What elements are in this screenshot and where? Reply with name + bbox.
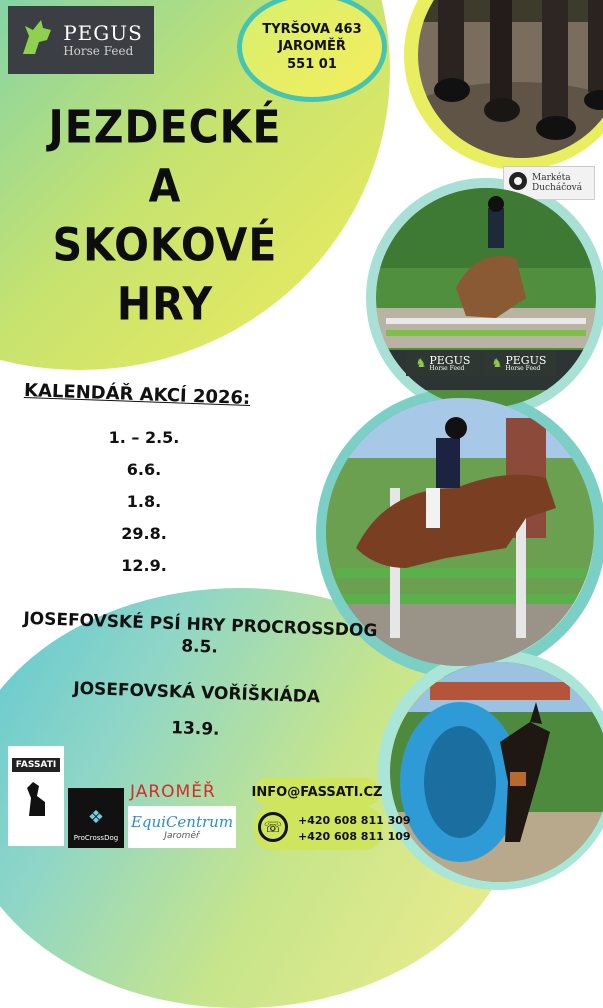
brand-name: PEGUS	[63, 21, 143, 45]
photographer-name-1: Markéta	[532, 173, 571, 183]
address-street: TYRŠOVA 463	[262, 21, 362, 37]
calendar-heading: KALENDÁŘ AKCÍ 2026:	[23, 380, 251, 409]
fassati-logo	[8, 746, 64, 846]
dog-event-1-date: 8.5.	[180, 636, 219, 658]
pegus-logo	[8, 6, 154, 74]
title-line-1: JEZDECKÉ	[48, 100, 282, 154]
email-link[interactable]: INFO@FASSATI.CZ	[254, 778, 380, 806]
banner-sub: Horse Feed	[429, 364, 465, 372]
fassati-label: FASSATI	[12, 758, 60, 772]
phone-number-1[interactable]: +420 608 811 309	[298, 814, 411, 827]
event-title	[0, 98, 330, 334]
phone-icon: ☏	[258, 812, 288, 842]
calendar-date: 1.8.	[126, 492, 162, 511]
banner-sub: Horse Feed	[505, 364, 541, 372]
horse-icon: ♞	[415, 356, 427, 370]
banner-brand: PEGUS	[505, 353, 547, 367]
dog-icon: ❖	[87, 807, 105, 828]
dog-event-2-date: 13.9.	[170, 718, 220, 740]
equicentrum-sub: Jaroměř	[164, 831, 200, 841]
horse-icon: ♞	[491, 356, 503, 370]
phone-number-2[interactable]: +420 608 811 109	[298, 830, 411, 843]
dog-event-2-name: JOSEFOVSKÁ VOŘÍŠKIÁDA	[72, 678, 321, 708]
dog-event-2	[45, 677, 347, 745]
banner-logo	[406, 350, 480, 376]
procrossdog-label: ProCrossDog	[73, 834, 119, 842]
jaromer-logo: JAROMĚŘ	[130, 782, 216, 802]
banner-brand: PEGUS	[429, 353, 471, 367]
banner-logo	[482, 350, 556, 376]
title-line-2: A	[148, 159, 182, 213]
brand-subtitle: Horse Feed	[63, 44, 134, 58]
title-line-3: SKOKOVÉ	[52, 218, 278, 272]
address-city: JAROMĚŘ	[278, 39, 346, 55]
calendar-date: 1. – 2.5.	[108, 428, 180, 447]
calendar-date: 12.9.	[121, 556, 167, 575]
calendar-date: 29.8.	[121, 524, 167, 543]
equicentrum-name: EquiCentrum	[130, 813, 234, 831]
photographer-name-2: Ducháčová	[532, 183, 583, 193]
address-zip: 551 01	[287, 56, 337, 72]
equicentrum-logo	[128, 806, 236, 848]
procrossdog-logo	[68, 788, 124, 848]
photo-dog-agility	[390, 662, 603, 882]
calendar-date: 6.6.	[126, 460, 162, 479]
horse-icon	[19, 18, 55, 62]
dog-event-1-name: JOSEFOVSKÉ PSÍ HRY PROCROSSDOG	[23, 608, 378, 642]
dog-icon	[8, 778, 64, 822]
title-line-4: HRY	[116, 277, 214, 331]
